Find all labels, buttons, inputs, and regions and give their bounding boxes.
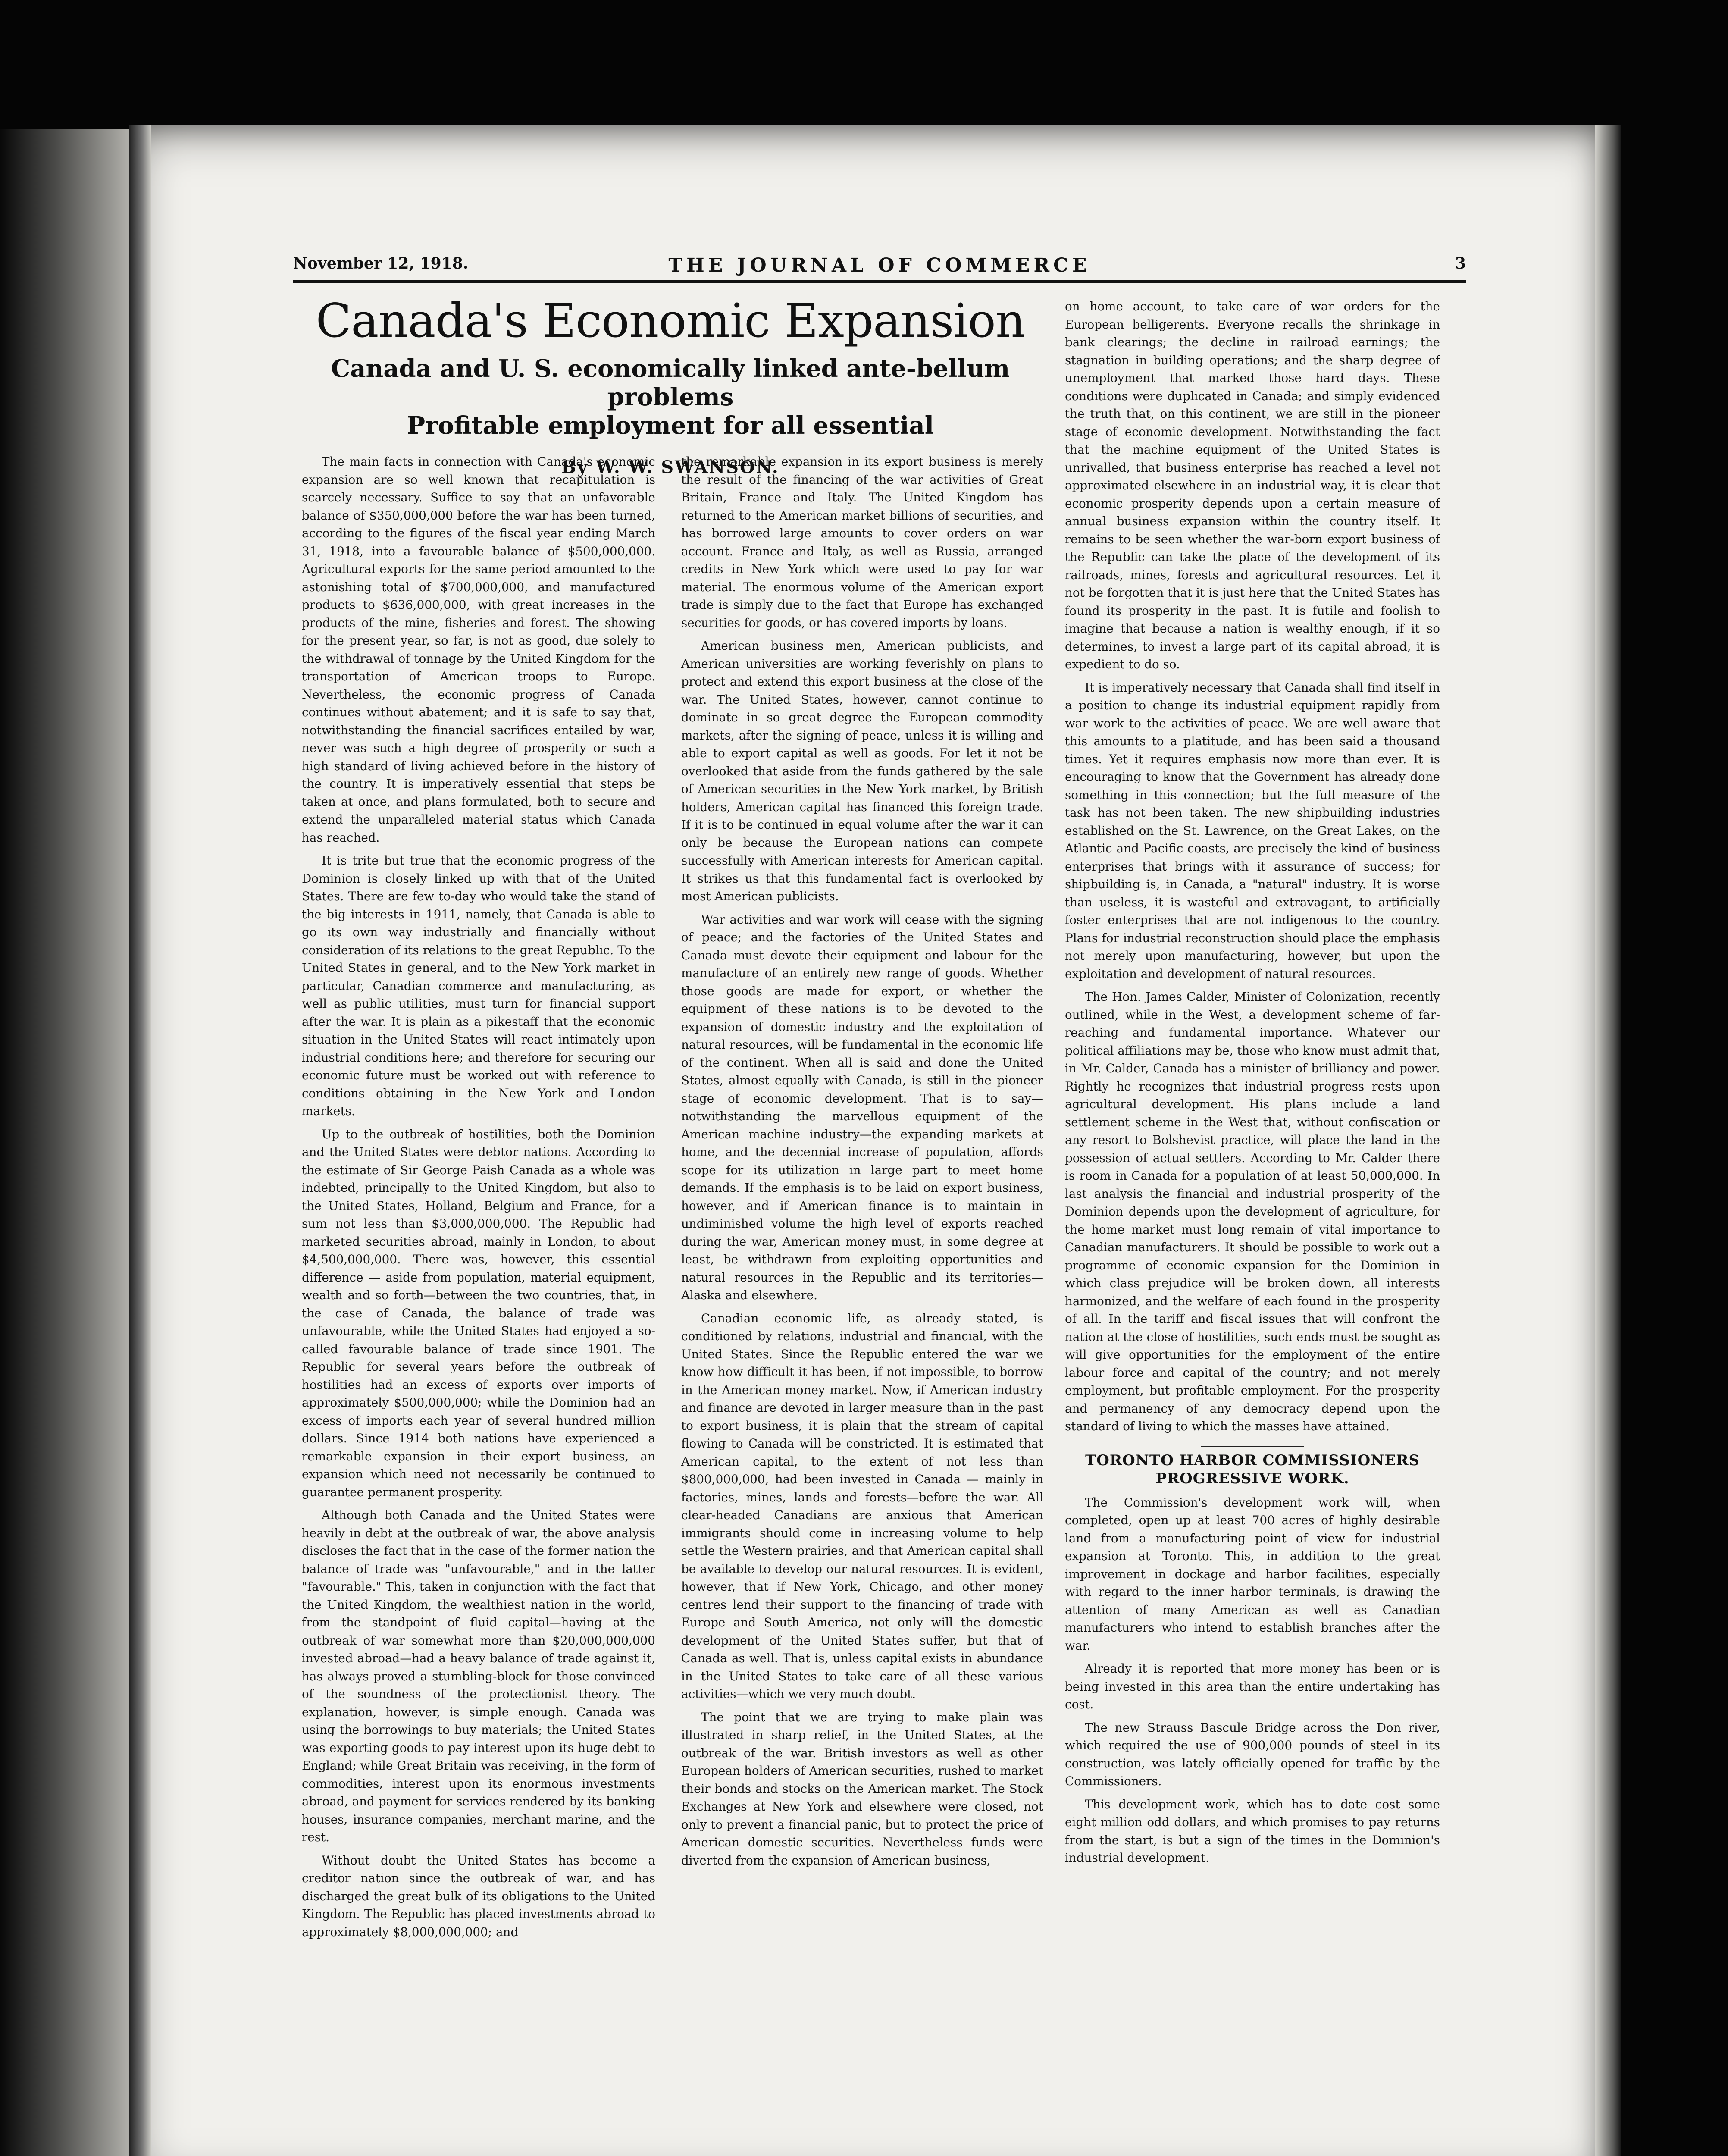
page-header: [293, 254, 1466, 280]
paragraph: The Hon. James Calder, Minister of Colonization, recently outlined, while in the West, a development scheme of far-reaching and fundamental importance. Whatever our political affiliations may be, those who know must admit that, in Mr. Calder, Canada has a minister of brilliancy and power. Rightly he recognizes that industrial progress rests upon agricultural development. His plans include a land settlement scheme in the West that, without confiscation or any resort to Bolshevist practice, will place the land in the possession of actual settlers. According to Mr. Calder there is room in Canada for a population of at least 50,000,000. In last analysis the financial and industrial prosperity of the Dominion depends upon the development of agriculture, for the home market must long remain of vital importance to Canadian manufacturers. It should be possible to work out a programme of economic expansion for the Dominion in which class prejudice will be broken down, all interests harmonized, and the welfare of each found in the prosperity of all. In the tariff and fiscal issues that will confront the nation at the close of hostilities, such ends must be sought as will give opportunities for the employment of the entire labour force and capital of the country; and not merely employment, but profitable employment. For the prosperity and permanency of any democracy depend upon the standard of living to which the masses have attained.: [1065, 990, 1440, 1433]
sidebar-headline-1: TORONTO HARBOR COMMISSIONERS: [1085, 1451, 1420, 1469]
page-right-edge: [1595, 125, 1621, 2156]
paragraph: Without doubt the United States has become a creditor nation since the outbreak of war, and has discharged the great bulk of its obligations to the United Kingdom. The Republic has placed investments abroad to approximately $8,000,000,000; and: [302, 1853, 655, 1939]
paragraph: the remarkable expansion in its export business is merely the result of the financing of the war activities of Great Britain, France and Italy. The United Kingdom has returned to the American market billions of securities, and has borrowed large amounts to cover orders on war account. France and Italy, as well as Russia, arranged credits in New York which were used to pay for war material. The enormous volume of the American export trade is simply due to the fact that Europe has exchanged securities for goods, or has covered imports by loans.: [681, 454, 1043, 630]
paragraph: It is trite but true that the economic progress of the Dominion is closely linked up with that of the United States. There are few to-day who would take the stand of the big interests in 1911, namely, that Canada is able to go its own way industrially and financially without consideration of its relations to the great Republic. To the United States in general, and to the New York market in particular, Canadian commerce and manufacturing, as well as public utilities, must turn for financial support after the war. It is plain as a pikestaff that the economic situation in the United States will react intimately upon industrial conditions here; and therefore for securing our economic future must be worked out with reference to conditions obtaining in the New York and London markets.: [302, 853, 655, 1118]
article-byline: By W. W. SWANSON.: [561, 457, 779, 477]
paragraph: It is imperatively necessary that Canada shall find itself in a position to change its industrial equipment rapidly from war work to the activities of peace. We are well aware that this amounts to a platitude, and has been said a thousand times. Yet it requires emphasis now more than ever. It is encouraging to know that the Government has already done something in this connection; but the full measure of the task has not been taken. The new shipbuilding industries established on the St. Lawrence, on the Great Lakes, on the Atlantic and Pacific coasts, are precisely the kind of business enterprises that brings with it assurance of success; for shipbuilding is, in Canada, a "natural" industry. It is worse than useless, it is wasteful and extravagant, to artificially foster enterprises that are not indigenous to the country. Plans for industrial reconstruction should place the emphasis not merely upon manufacturing, however, but upon the exploitation and development of natural resources.: [1065, 680, 1440, 981]
header-rule: [293, 280, 1466, 283]
paragraph: The main facts in connection with Canada's economic expansion are so well known that recapitulation is scarcely necessary. Suffice to say that an unfavorable balance of $350,000,000 before the war has been turned, according to the figures of the fiscal year ending March 31, 1918, into a favourable balance of $500,000,000. Agricultural exports for the same period amounted to the astonishing total of $700,000,000, and manufactured products to $636,000,000, with great increases in the products of the mine, fisheries and forest. The showing for the present year, so far, is not as good, due solely to the withdrawal of tonnage by the United Kingdom for the transportation of American troops to Europe. Nevertheless, the economic progress of Canada continues without abatement; and it is safe to say that, notwithstanding the financial sacrifices entailed by war, never was such a high degree of prosperity or such a high standard of living achieved before in the history of the country. It is imperatively essential that steps be taken at once, and plans formulated, both to secure and extend the unparalleled material status which Canada has reached.: [302, 454, 655, 845]
scan-edge-left: [0, 129, 138, 2156]
masthead: THE JOURNAL OF COMMERCE: [668, 254, 1091, 276]
article-column-2: [681, 453, 1043, 2005]
paragraph: Canadian economic life, as already stated, is conditioned by relations, industrial and financial, with the United States. Since the Republic entered the war we know how difficult it has been, if not impossible, to borrow in the American money market. Now, if American industry and finance are devoted in larger measure than in the past to export business, it is plain that the stream of capital flowing to Canada will be constricted. It is estimated that American capital, to the extent of not less than $800,000,000, had been invested in Canada — mainly in factories, mines, lands and forests—before the war. All clear-headed Canadians are anxious that American immigrants should come in increasing volume to help settle the Western prairies, and that American capital shall be available to develop our natural resources. It is evident, however, that if New York, Chicago, and other money centres lend their support to the financing of trade with Europe and South America, not only will the domestic development of the United States suffer, but that of Canada as well. That is, unless capital exists in abundance in the United States to take care of all these various activities—which we very much doubt.: [681, 1311, 1043, 1701]
paragraph: This development work, which has to date cost some eight million odd dollars, and which promises to pay returns from the start, is but a sign of the times in the Dominion's industrial development.: [1065, 1797, 1440, 1865]
article-column-3: [1065, 298, 1440, 1876]
paragraph: American business men, American publicists, and American universities are working feverishly on plans to protect and extend this export business at the close of the war. The United States, however, cannot continue to dominate in so great degree the European commodity markets, after the signing of peace, unless it is willing and able to export capital as well as goods. For let it not be overlooked that aside from the funds gathered by the sale of American securities in the New York market, by British holders, American capital has financed this foreign trade. If it is to be continued in equal volume after the war it can only be because the European nations can compete successfully with American interests for American capital. It strikes us that this fundamental fact is overlooked by most American publicists.: [681, 639, 1043, 903]
paragraph: The point that we are trying to make plain was illustrated in sharp relief, in the United States, at the outbreak of the war. British investors as well as other European holders of American securities, rushed to market their bonds and stocks on the American market. The Stock Exchanges at New York and elsewhere were closed, not only to prevent a financial panic, but to protect the price of American domestic securities. Nevertheless funds were diverted from the expansion of American business,: [681, 1710, 1043, 1868]
article-column-1: [302, 453, 655, 2005]
page-spine-shadow: [129, 125, 151, 2156]
page-number: 3: [1455, 254, 1466, 273]
article-title: Canada's Economic Expansion: [316, 294, 1025, 348]
paragraph: War activities and war work will cease with the signing of peace; and the factories of the United States and Canada must devote their equipment and labour for the manufacture of an entirely new range of goods. Whether those goods are made for export, or whether the equipment of these nations is to be devoted to the expansion of domestic industry and the exploitation of natural resources, will be fundamental in the economic life of the continent. When all is said and done the United States, almost equally with Canada, is still in the pioneer stage of economic development. That is to say—notwithstanding the marvellous equipment of the American machine industry—the expanding markets at home, and the decennial increase of population, affords scope for its utilization in large part to meet home demands. If the emphasis is to be laid on export business, however, and if American finance is to maintain in undiminished volume the high level of exports reached during the war, American money must, in some degree at least, be withdrawn from exploiting opportunities and natural resources in the Republic and its territories—Alaska and elsewhere.: [681, 912, 1043, 1302]
section-divider: [1201, 1446, 1304, 1447]
issue-date: November 12, 1918.: [293, 254, 469, 273]
paragraph: Up to the outbreak of hostilities, both the Dominion and the United States were debtor nations. According to the estimate of Sir George Paish Canada as a whole was indebted, principally to the United Kingdom, but also to the United States, Holland, Belgium and France, for a sum not less than $3,000,000,000. The Republic had marketed securities abroad, mainly in London, to about $4,500,000,000. There was, however, this essential difference — aside from population, material equipment, wealth and so forth—between the two countries, that, in the case of Canada, the balance of trade was unfavourable, while the United States had enjoyed a so-called favourable balance of trade since 1901. The Republic for several years before the outbreak of hostilities had an excess of exports over imports of approximately $500,000,000; while the Dominion had an excess of imports each year of several hundred million dollars. Since 1914 both nations have experienced a remarkable expansion in their export business, an expansion which need not necessarily be continued to guarantee permanent prosperity.: [302, 1127, 655, 1499]
article-subtitle-1: Canada and U. S. economically linked ante-bellum problems: [331, 354, 1010, 411]
paragraph: Already it is reported that more money has been or is being invested in this area than the entire undertaking has cost.: [1065, 1661, 1440, 1711]
article-subtitle-2: Profitable employment for all essential: [407, 411, 934, 440]
paragraph: The Commission's development work will, when completed, open up at least 700 acres of highly desirable land from a manufacturing point of view for industrial expansion at Toronto. This, in addition to the great improvement in dockage and harbor facilities, especially with regard to the inner harbor terminals, is drawing the attention of many American as well as Canadian manufacturers who intend to establish branches after the war.: [1065, 1495, 1440, 1653]
paragraph: Although both Canada and the United States were heavily in debt at the outbreak of war, the above analysis discloses the fact that in the case of the former nation the balance of trade was "unfavourable," and in the latter "favourable." This, taken in conjunction with the fact that the United Kingdom, the wealthiest nation in the world, from the standpoint of fluid capital—having at the outbreak of war somewhat more than $20,000,000,000 invested abroad—had a heavy balance of trade against it, has always proved a stumbling-block for those convinced of the soundness of the protectionist theory. The explanation, however, is simple enough. Canada was using the borrowings to buy materials; the United States was exporting goods to pay interest upon its huge debt to England; while Great Britain was receiving, in the form of commodities, interest upon its enormous investments abroad, and payment for services rendered by its banking houses, insurance companies, merchant marine, and the rest.: [302, 1508, 655, 1844]
sidebar-headline-2: PROGRESSIVE WORK.: [1155, 1470, 1349, 1487]
paragraph: on home account, to take care of war orders for the European belligerents. Everyone recalls the shrinkage in bank clearings; the decline in railroad earnings; the stagnation in building operations; and the sharp degree of unemployment that marked those hard days. These conditions were duplicated in Canada; and simply evidenced the truth that, on this continent, we are still in the pioneer stage of economic development. Notwithstanding the fact that the machine equipment of the United States is unrivalled, that business enterprise has reached a level not approximated elsewhere in an industrial way, it is clear that economic prosperity depends upon a certain measure of annual business expansion within the country itself. It remains to be seen whether the war-born export business of the Republic can take the place of the development of its railroads, mines, forests and agricultural resources. Let it not be forgotten that it is just here that the United States has found its prosperity in the past. It is futile and foolish to imagine that because a nation is wealthy enough, if it so determines, to invest a large part of its capital abroad, it is expedient to do so.: [1065, 299, 1440, 671]
article-heading: [302, 293, 1039, 477]
paragraph: The new Strauss Bascule Bridge across the Don river, which required the use of 900,000 pounds of steel in its construction, was lately officially opened for traffic by the Commissioners.: [1065, 1720, 1440, 1788]
